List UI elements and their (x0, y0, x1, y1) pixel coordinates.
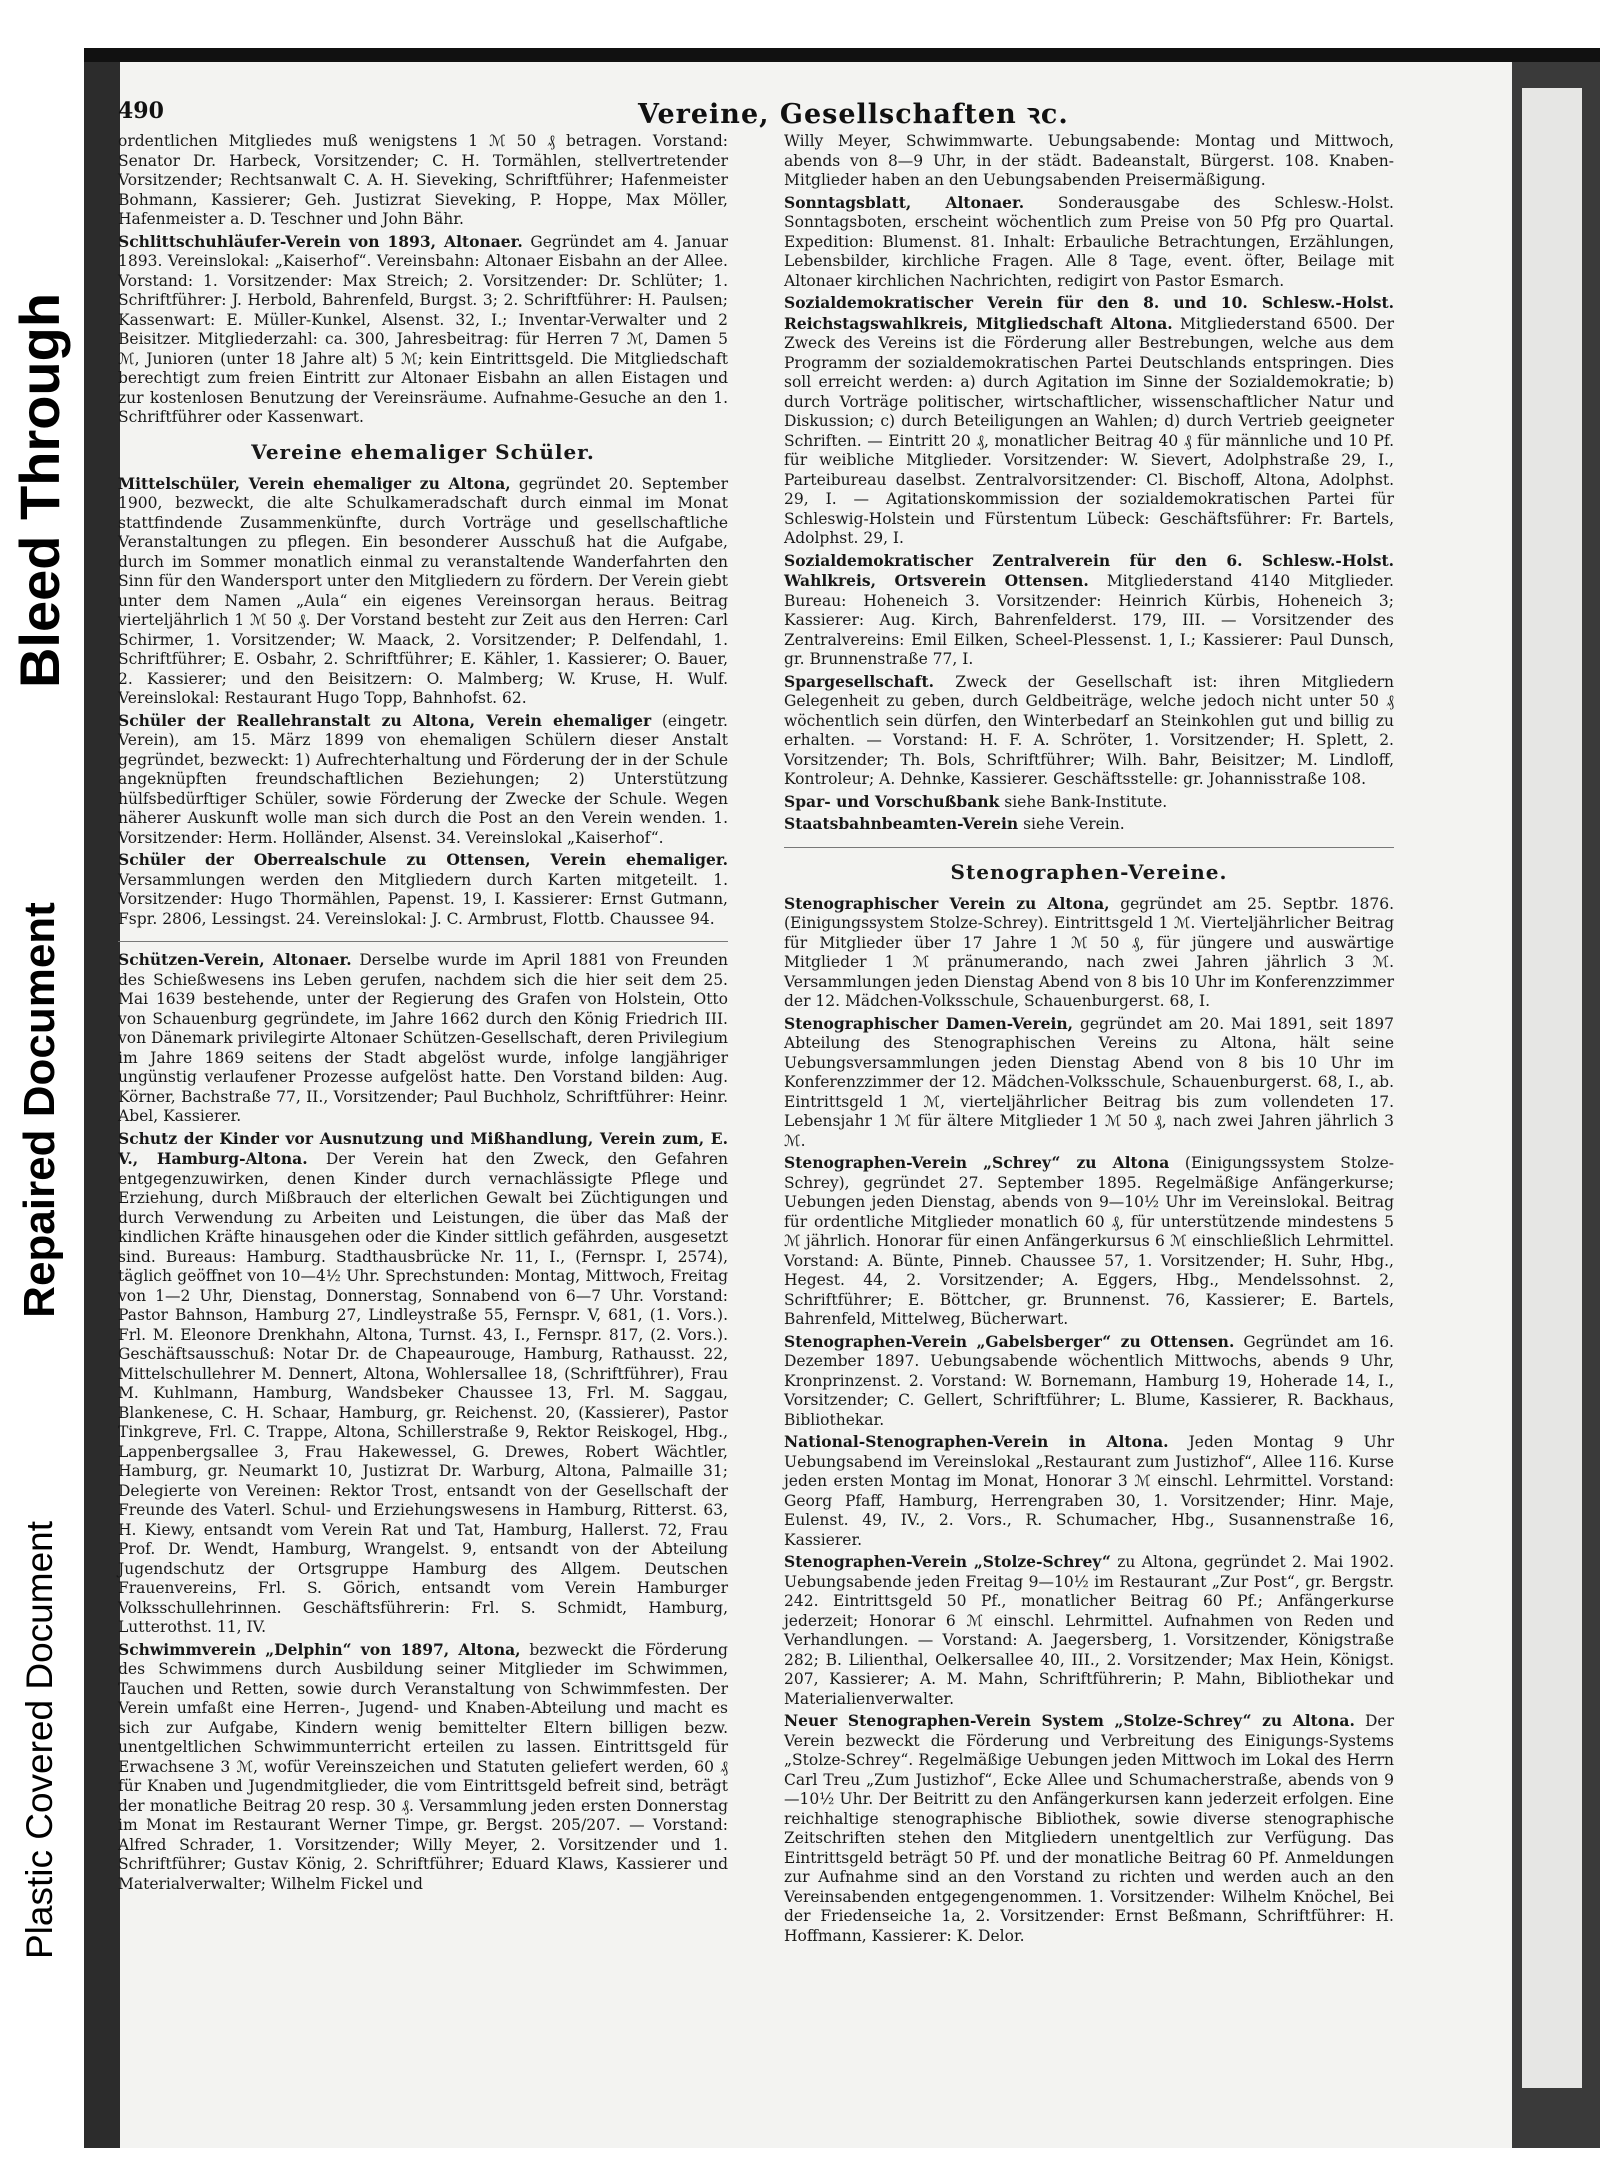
entry-text: gegründet am 25. Septbr. 1876. (Einigungssystem Stolze-Schrey). Eintrittsgeld 1 ℳ. Vierteljährlicher Beitrag für Mitglieder über 17 Jahre 1 ℳ 50 ₰, für jüngere und auswärtige Mitglieder 1 ℳ pränumerando, nach zwei Jahren jährlich 3 ℳ. Versammlungen jeden Dienstag Abend von 8 bis 10 Uhr im Konferenzzimmer der 12. Mädchen-Volksschule, Schauenburgerst. 68, I. (784, 894, 1394, 1010)
directory-entry (118, 950, 728, 1127)
directory-entry (118, 232, 728, 428)
entry-text: (Einigungssystem Stolze-Schrey), gegründet 27. September 1895. Regelmäßige Anfängerkurse; Uebungen jeden Dienstag, abends von 9—10½ Uhr im Vereinslokal. Beitrag für ordentliche Mitglieder monatlich 60 ₰, für unterstützende mindestens 5 ℳ jährlich. Honorar für einen Anfängerkursus 6 ℳ einschließlich Lehrmittel. Vorstand: A. Bünte, Pinneb. Chaussee 57, 1. Vorsitzender; H. Suhr, Hbg., Hegest. 44, 2. Vorsitzender; A. Eggers, Hbg., Mendelssohnst. 2, Schriftführer; E. Böttcher, gr. Brunnenst. 76, Kassierer; E. Bartels, Bahrenfeld, Mittelweg, Bücherwart. (784, 1154, 1394, 1328)
section-heading: Stenographen-Vereine. (950, 859, 1228, 884)
entry-title: Sonntagsblatt, Altonaer. (784, 192, 1025, 212)
scan-top-shadow (84, 48, 1600, 62)
entry-text: siehe Verein. (1023, 815, 1125, 833)
entry-title: Sozialdemokratischer Zentralverein für den 6. Schlesw.-Holst. Wahlkreis, Ortsverein Ottensen. (784, 550, 1394, 590)
entry-text: Jeden Montag 9 Uhr Uebungsabend im Vereinslokal „Restaurant zum Justizhof“, Allee 116. Kurse jeden ersten Montag im Monat, Honorar 3 ℳ einschl. Lehrmittel. Vorstand: Georg Pfaff, Hamburg, Herrengraben 30, 1. Vorsitzender; Hinr. Maje, Eulenst. 49, IV., 2. Vors., R. Schumacher, Hbg., Susannenstraße 16, Kassierer. (784, 1433, 1395, 1549)
entry-text: Der Verein hat den Zweck, den Gefahren entgegenzuwirken, denen Kinder durch vernachlässigte Pflege und Erziehung, durch Mißbrauch der elterlichen Gewalt bei Züchtigungen und durch Verwendung zu Arbeiten und Leistungen, die über das Maß der kindlichen Kräfte hinausgehen oder die Kinder sittlich gefährden, ausgesetzt sind. Bureaus: Hamburg. Stadthausbrücke Nr. 11, I., (Fernspr. I, 2574), täglich geöffnet von 10—4½ Uhr. Sprechstunden: Montag, Mittwoch, Freitag von 1—2 Uhr, Dienstag, Donnerstag, Sonnabend von 6—7 Uhr. Vorstand: Pastor Bahnson, Hamburg 27, Lindleystraße 55, Fernspr. V, 681, (1. Vors.). Frl. M. Eleonore Drenkhahn, Altona, Turnst. 43, I., Fernspr. 817, (2. Vors.). Geschäftsausschuß: Notar Dr. de Chapeaurouge, Hamburg, Rathausst. 22, Mittelschullehrer M. Dennert, Altona, Wohlersallee 18, (Schriftführer), Frau M. Kuhlmann, Hamburg, Wandsbeker Chaussee 13, Frl. M. Saggau, Blankenese, C. H. Schaar, Hamburg, gr. Reichenst. 20, (Kassierer), Pastor Tinkgreve, Frl. C. Trappe, Altona, Schillerstraße 9, Rektor Reiskogel, Hbg., Lappenbergsallee 3, Frau Hakewessel, G. Drewes, Robert Wächtler, Hamburg, gr. Neumarkt 10, Justizrat Dr. Warburg, Altona, Palmaille 31; Delegierte von Vereinen: Rektor Trost, entsandt von der Gesellschaft der Freunde des Vaterl. Schul- und Erziehungswesens in Hamburg, Ritterst. 63, H. Kiewy, entsandt vom Verein Rat und Tat, Hamburg, Hallerst. 72, Frau Prof. Dr. Wendt, Hamburg, Wrangelst. 9, entsandt von der Abteilung Jugendschutz der Ortsgruppe Hamburg des Allgem. Deutschen Frauenvereins, Frl. S. Görich, entsandt vom Verein Hamburger Volksschullehrinnen. Geschäftsführerin: Frl. S. Schmidt, Hamburg, Lutterothst. 11, IV. (118, 1150, 729, 1636)
directory-entry (784, 792, 1394, 813)
directory-entry (784, 1332, 1394, 1431)
right-column (784, 132, 1394, 1948)
entry-text: Gegründet am 4. Januar 1893. Vereinslokal: „Kaiserhof“. Vereinsbahn: Altonaer Eisbahn an der Allee. Vorstand: 1. Vorsitzender: Max Streich; 2. Vorsitzender: Dr. Schlüter; 1. Schriftführer: J. Herbold, Bahrenfeld, Burgst. 3; 2. Schriftführer: H. Paulsen; Kassenwart: E. Müller-Kunkel, Alsenst. 32, I.; Inventar-Verwalter und 2 Beisitzer. Mitgliederzahl: ca. 300, Jahresbeitrag: für Herren 7 ℳ, Damen 5 ℳ, Junioren (unter 18 Jahre alt) 5 ℳ; kein Eintrittsgeld. Die Mitgliedschaft berechtigt zum freien Eintritt zur Altonaer Eisbahn an allen Eistagen und zur kostenlosen Benutzung der Vereinsräume. Aufnahme-Gesuche an den 1. Schriftführer oder Kassenwart. (118, 232, 728, 426)
entry-text: Zweck der Gesellschaft ist: ihren Mitgliedern Gelegenheit zu geben, durch Geldbeiträge, welche jedoch nicht unter 50 ₰ wöchentlich sein dürfen, den Winterbedarf an Steinkohlen gut und billig zu erhalten. — Vorstand: H. F. A. Schröter, 1. Vorsitzender; H. Splett, 2. Vorsitzender; Th. Bols, Schriftführer; Wilh. Bahr, Beisitzer; M. Lindloff, Kontroleur; A. Dehnke, Kassierer. Geschäftsstelle: gr. Johannisstraße 108. (784, 672, 1394, 788)
section-heading: Vereine ehemaliger Schüler. (251, 439, 595, 464)
entry-text: (eingetr. Verein), am 15. März 1899 von ehemaligen Schülern dieser Anstalt gegründet, bezweckt: 1) Aufrechterhaltung und Förderung der in der Schule angeknüpften freundschaftlichen Beziehungen; 2) Unterstützung hülfsbedürftiger Schüler, sowie Förderung der Zwecke der Schule. Wegen näherer Auskunft wolle man sich durch die Post an den Verein wenden. 1. Vorsitzender: Herm. Holländer, Alsenst. 34. Vereinslokal „Kaiserhof“. (118, 711, 728, 847)
directory-entry (784, 193, 1394, 292)
entry-title: Stenographen-Verein „Schrey“ zu Altona (784, 1153, 1170, 1172)
entry-text: siehe Bank-Institute. (1004, 792, 1168, 811)
entry-title: Stenographischer Verein zu Altona, (784, 893, 1110, 913)
directory-entry (784, 1153, 1394, 1330)
directory-entry (118, 1640, 728, 1895)
entry-title: Sozialdemokratischer Verein für den 8. und 10. Schlesw.-Holst. Reichstagswahlkreis, Mitgliedschaft Altona. (784, 293, 1394, 333)
entry-text: zu Altona, gegründet 2. Mai 1902. Uebungsabende jeden Freitag 9—10½ im Restaurant „Zur Post“, gr. Bergstr. 242. Eintrittsgeld 50 Pf., monatlicher Beitrag 60 Pf.; Anfängerkurse jederzeit; Honorar 6 ℳ einschl. Lehrmittel. Aufnahmen von Reden und Verhandlungen. — Vorstand: A. Jaegersberg, 1. Vorsitzender, Königstraße 282; B. Lilienthal, Oelkersallee 40, III., 2. Vorsitzender; Max Hein, Königst. 207, Kassierer; A. M. Mahn, Schriftführerin; P. Mahn, Bibliothekar und Materialienverwalter. (784, 1553, 1394, 1708)
entry-title: Schützen-Verein, Altonaer. (118, 950, 352, 969)
entry-title: Mittelschüler, Verein ehemaliger zu Altona, (118, 473, 511, 493)
entry-text: ordentlichen Mitgliedes muß wenigstens 1 ℳ 50 ₰ betragen. Vorstand: Senator Dr. Harbeck, Vorsitzender; C. H. Tormählen, stellvertretender Vorsitzender; Rechtsanwalt C. A. H. Sieveking, Schriftführer; Hafenmeister Bohmann, Kassierer; Geh. Justizrat Sieveking, P. Hoppe, Max Möller, Hafenmeister a. D. Teschner und John Bähr. (118, 132, 728, 228)
entry-title: Staatsbahnbeamten-Verein (784, 814, 1019, 833)
directory-entry (118, 711, 728, 849)
directory-entry (784, 1014, 1394, 1152)
directory-entry (784, 551, 1394, 670)
entry-text: Mitgliederstand 4140 Mitglieder. Bureau: Hoheneich 3. Vorsitzender: Heinrich Kürbis, Hoheneich 3; Kassierer: Aug. Kirch, Bahrenfelderst. 179, III. — Vorsitzender des Zentralvereins: Emil Eilken, Scheel-Plessenst. 1, I.; Kassierer: Paul Dunsch, gr. Brunnenstraße 77, I. (784, 572, 1394, 668)
directory-entry (784, 293, 1394, 549)
running-head: Vereine, Gesellschaften ꝛc. (638, 99, 1069, 130)
entry-title: Schlittschuhläufer-Verein von 1893, Altonaer. (118, 231, 523, 251)
entry-title: Stenographischer Damen-Verein, (784, 1013, 1074, 1033)
label-repaired-document: Repaired Document (15, 902, 65, 1318)
entry-text: bezweckt die Förderung des Schwimmens durch Ausbildung seiner Mitglieder im Schwimmen, Tauchen und Retten, sowie durch Veranstaltung von Schwimmfesten. Der Verein umfaßt eine Herren-, Jugend- und Knaben-Abteilung und macht es sich zur Aufgabe, Kindern wenig bemittelter Eltern billigen bezw. unentgeltlichen Schwimmunterricht erteilen zu lassen. Eintrittsgeld für Erwachsene 3 ℳ, wofür Vereinszeichen und Statuten geliefert werden, 60 ₰ für Knaben und Jugendmitglieder, die vom Eintrittsgeld befreit sind, beträgt der monatliche Beitrag 20 resp. 30 ₰. Versammlung jeden ersten Donnerstag im Monat im Restaurant Werner Timpe, gr. Bergst. 205/207. — Vorstand: Alfred Schrader, 1. Vorsitzender; Willy Meyer, 2. Vorsitzender und 1. Schriftführer; Gustav König, 2. Schriftführer; Eduard Klaws, Kassierer und Materialverwalter; Wilhelm Fickel und (118, 1640, 728, 1893)
entry-text: gegründet am 20. Mai 1891, seit 1897 Abteilung des Stenographischen Vereins zu Altona, hält seine Uebungsversammlungen jeden Dienstag Abend von 8 bis 10 Uhr im Konferenzzimmer der 12. Mädchen-Volksschule, Schauenburgerst. 68, I., ab. Eintrittsgeld 1 ℳ, vierteljährlicher Beitrag bis zum vollendeten 17. Lebensjahr 1 ℳ für ältere Mitglieder 1 ℳ 50 ₰, nach zwei Jahren jährlich 3 ℳ. (784, 1014, 1394, 1150)
divider-rule (784, 847, 1394, 848)
directory-entry (784, 894, 1394, 1012)
entry-text: gegründet 20. September 1900, bezweckt, die alte Schulkameradschaft durch einmal im Monat stattfindende Zusammenkünfte, durch Vorträge und gesellschaftliche Veranstaltungen zu pflegen. Ein besonderer Ausschuß hat die Aufgabe, durch im Sommer monatlich einmal zu veranstaltende Wanderfahrten den Sinn für den Wandersport unter den Mitgliedern zu fördern. Der Verein giebt unter dem Namen „Aula“ ein eigenes Vereinsorgan heraus. Beitrag vierteljährlich 1 ℳ 50 ₰. Der Vorstand besteht zur Zeit aus den Herren: Carl Schirmer, 1. Vorsitzender; W. Maack, 2. Vorsitzender; P. Delfendahl, 1. Schriftführer; E. Osbahr, 2. Schriftführer; E. Kähler, 1. Kassierer; O. Bauer, 2. Kassierer; und den Beisitzern: O. Malmberg; W. Kruse, H. Wulf. Vereinslokal: Restaurant Hugo Topp, Bahnhofst. 62. (118, 474, 728, 707)
label-band (0, 0, 80, 2177)
divider-rule (118, 941, 728, 942)
directory-entry (784, 814, 1394, 835)
label-plastic-covered-document: Plastic Covered Document (19, 1520, 60, 1960)
entry-text: Derselbe wurde im April 1881 von Freunden des Schießwesens ins Leben gerufen, nachdem sich die hier seit dem 25. Mai 1639 bestehende, unter der Regierung des Grafen von Holstein, Otto von Schauenburg gegründete, im Jahre 1662 durch den König Friedrich III. von Dänemark privilegirte Altonaer Schützen-Gesellschaft, deren Privilegium im Jahre 1869 seitens der Stadt abgelöst wurde, infolge langjähriger ungünstig verlaufener Prozesse aufgelöst hatte. Den Vorstand bilden: Aug. Körner, Bachstraße 77, II., Vorsitzender; Paul Buchholz, Schriftführer: Heinr. Abel, Kassierer. (118, 951, 728, 1125)
entry-text: Mitgliederstand 6500. Der Zweck des Vereins ist die Förderung aller Bestrebungen, welche aus dem Programm der sozialdemokratischen Partei Deutschlands entspringen. Dies soll erreicht werden: a) durch Agitation im Sinne der Sozialdemokratie; b) durch Vorträge politischer, wirtschaftlicher, wissenschaftlicher Natur und Diskussion; c) durch Beteiligungen an Wahlen; d) durch Vertrieb geeigneter Schriften. — Eintritt 20 ₰, monatlicher Beitrag 40 ₰ für männliche und 10 Pf. für weibliche Mitglieder. Vorsitzender: W. Sievert, Adolphstraße 29, I., Parteibureau daselbst. Zentralvorsitzender: Cl. Bischoff, Altona, Adolphst. 29, I. — Agitationskommission der sozialdemokratischen Partei für Schleswig-Holstein und Fürstentum Lübeck: Geschäftsführer: Fr. Bartels, Adolphst. 29, I. (784, 314, 1394, 547)
left-column (118, 132, 728, 1896)
entry-text: Willy Meyer, Schwimmwarte. Uebungsabende: Montag und Mittwoch, abends von 8—9 Uhr, in der städt. Badeanstalt, Bürgerst. 108. Knaben-Mitglieder haben an den Uebungsabenden Preisermäßigung. (784, 132, 1394, 189)
entry-title: Spargesellschaft. (784, 671, 935, 691)
entry-title: Stenographen-Verein „Stolze-Schrey“ (784, 1552, 1111, 1571)
entry-title: Schwimmverein „Delphin“ von 1897, Altona, (118, 1639, 521, 1659)
continued-text (784, 132, 1394, 191)
entry-text: Versammlungen werden den Mitgliedern durch Karten mitgeteilt. 1. Vorsitzender: Hugo Thormählen, Papenst. 19, I. Kassierer: Ernst Gutmann, Fspr. 2806, Lessingst. 24. Vereinslokal: J. C. Armbrust, Flottb. Chaussee 94. (118, 870, 728, 928)
label-bleed-through: Bleed Through (8, 292, 72, 688)
entry-title: Neuer Stenographen-Verein System „Stolze-Schrey“ zu Altona. (784, 1711, 1355, 1730)
directory-entry (784, 672, 1394, 790)
directory-entry (118, 474, 728, 709)
entry-text: Gegründet am 16. Dezember 1897. Uebungsabende wöchentlich Mittwochs, abends 9 Uhr, Kronprinzenst. 2. Vorstand: W. Bornemann, Hamburg 19, Hoherade 14, I., Vorsitzender; C. Gellert, Schriftführer; L. Blume, Kassierer, R. Backhaus, Bibliothekar. (784, 1332, 1394, 1429)
directory-entry (784, 1432, 1394, 1550)
entry-text: Der Verein bezweckt die Förderung und Verbreitung des Einigungs-Systems „Stolze-Schrey“. Regelmäßige Uebungen jeden Mittwoch im Lokal des Herrn Carl Treu „Zum Justizhof“, Ecke Allee und Schumacherstraße, abends von 9—10½ Uhr. Der Beitritt zu den Anfängerkursen kann jederzeit erfolgen. Eine reichhaltige stenographische Bibliothek, sowie diverse stenographische Zeitschriften stehen den Mitgliedern unentgeltlich zur Verfügung. Das Eintrittsgeld beträgt 50 Pf. und der monatliche Beitrag 60 Pf. Anmeldungen zur Aufnahme sind an den Vorstand zu richten und werden auch an den Vereinsabenden entgegengenommen. 1. Vorsitzender: Wilhelm Knöchel, Bei der Friedenseiche 1a, 2. Vorsitzender: Ernst Beßmann, Schriftführer: H. Hoffmann, Kassierer: K. Delor. (784, 1712, 1394, 1945)
continued-text (118, 132, 728, 230)
page-number: 490 (118, 98, 164, 124)
next-page-edge (1522, 88, 1582, 2088)
directory-entry (784, 1711, 1394, 1946)
entry-title: Schüler der Oberrealschule zu Ottensen, Verein ehemaliger. (118, 850, 728, 869)
entry-title: Schüler der Reallehranstalt zu Altona, Verein ehemaliger (118, 710, 652, 730)
entry-title: Spar- und Vorschußbank (784, 791, 1000, 811)
entry-title: Stenographen-Verein „Gabelsberger“ zu Ottensen. (784, 1331, 1235, 1351)
entry-text: Sonderausgabe des Schlesw.-Holst. Sonntagsboten, erscheint wöchentlich zum Preise von 50 Pfg pro Quartal. Expedition: Blumenst. 81. Inhalt: Erbauliche Betrachtungen, Erzählungen, Lebensbilder, kirchliche Fragen. Alle 8 Tage, event. öfter, Beilage mit Altonaer kirchlichen Nachrichten, redigirt von Pastor Esmarch. (784, 193, 1394, 290)
page-header (118, 94, 1380, 130)
entry-title: Schutz der Kinder vor Ausnutzung und Mißhandlung, Verein zum, E. V., Hamburg-Altona. (118, 1128, 728, 1168)
entry-title: National-Stenographen-Verein in Altona. (784, 1432, 1169, 1451)
directory-entry (784, 1552, 1394, 1709)
directory-entry (118, 850, 728, 929)
directory-entry (118, 1129, 728, 1638)
